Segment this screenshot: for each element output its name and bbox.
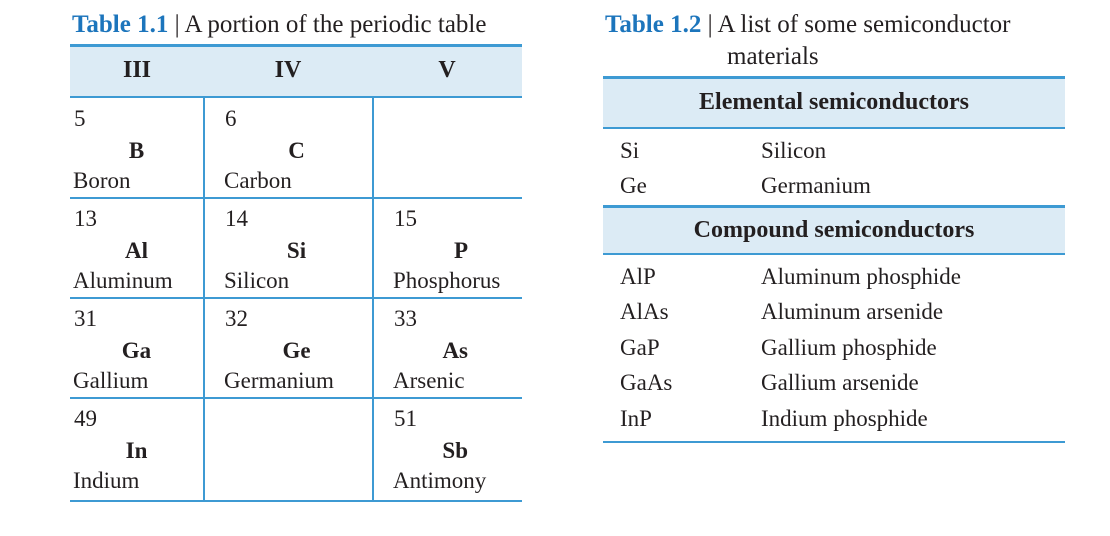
element-symbol: Ge — [282, 338, 311, 363]
element-cell-silicon — [221, 200, 372, 300]
table-row — [603, 404, 1065, 438]
atomic-number: 13 — [74, 206, 97, 231]
caption-separator: | — [174, 11, 180, 38]
element-cell-germanium — [221, 300, 372, 400]
element-cell-arsenic — [390, 300, 522, 400]
atomic-number: 33 — [394, 306, 417, 331]
element-cell-boron — [70, 100, 203, 200]
column-divider — [203, 98, 205, 502]
element-symbol: Si — [286, 238, 307, 263]
column-divider — [372, 98, 374, 502]
element-cell-antimony — [390, 400, 522, 500]
element-name: Carbon — [224, 168, 292, 193]
atomic-number: 5 — [74, 106, 86, 131]
table-1-2-label: Table 1.2 — [605, 11, 702, 38]
material-name: Gallium phosphide — [761, 335, 937, 360]
table-row — [603, 333, 1065, 367]
table-row — [603, 136, 1065, 170]
table-1-2-title-line-2: materials — [727, 43, 819, 70]
element-name: Indium — [73, 468, 140, 493]
element-cell-aluminum — [70, 200, 203, 300]
element-name: Arsenic — [393, 368, 465, 393]
table-row — [603, 171, 1065, 205]
material-name: Aluminum phosphide — [761, 264, 961, 289]
element-symbol: C — [288, 138, 305, 163]
atomic-number: 51 — [394, 406, 417, 431]
element-symbol: In — [125, 438, 148, 463]
periodic-table-portion — [70, 44, 522, 502]
table-bottom-rule — [70, 500, 522, 502]
material-formula: GaP — [620, 335, 660, 360]
material-name: Aluminum arsenide — [761, 299, 944, 324]
table-1-2-caption — [605, 10, 1011, 40]
column-header-group-iv: IV — [274, 57, 302, 83]
element-name: Boron — [73, 168, 131, 193]
table-header-band — [70, 47, 522, 96]
material-name: Silicon — [761, 138, 827, 163]
caption-separator: | — [707, 11, 713, 38]
atomic-number: 15 — [394, 206, 417, 231]
element-cell-empty — [221, 400, 372, 500]
atomic-number: 31 — [74, 306, 97, 331]
column-header-group-iii: III — [122, 57, 152, 83]
element-name: Germanium — [224, 368, 334, 393]
section-rule — [603, 253, 1065, 255]
material-formula: AlP — [620, 264, 656, 289]
material-formula: GaAs — [620, 370, 673, 395]
table-1-1-caption — [72, 10, 486, 40]
element-symbol: Al — [125, 238, 148, 263]
table-bottom-rule — [603, 441, 1065, 443]
material-formula: InP — [620, 406, 652, 431]
element-symbol: B — [128, 138, 145, 163]
element-symbol: Ga — [121, 338, 152, 363]
table-1-1-label: Table 1.1 — [72, 11, 169, 38]
section-rule — [603, 127, 1065, 129]
element-symbol: Sb — [442, 438, 468, 463]
section-title-elemental: Elemental semiconductors — [699, 89, 969, 115]
table-header-rule — [70, 96, 522, 98]
element-name: Gallium — [73, 368, 149, 393]
semiconductor-materials-table — [603, 76, 1065, 446]
atomic-number: 6 — [225, 106, 237, 131]
column-header-group-v: V — [438, 57, 456, 83]
element-name: Phosphorus — [393, 268, 501, 293]
element-cell-empty — [390, 100, 522, 200]
element-cell-phosphorus — [390, 200, 522, 300]
element-name: Antimony — [393, 468, 487, 493]
atomic-number: 49 — [74, 406, 97, 431]
element-name: Silicon — [224, 268, 290, 293]
table-1-1-title: A portion of the periodic table — [184, 11, 487, 38]
element-symbol: P — [453, 238, 468, 263]
material-name: Gallium arsenide — [761, 370, 919, 395]
table-row — [603, 262, 1065, 296]
material-name: Indium phosphide — [761, 406, 928, 431]
table-row — [603, 297, 1065, 331]
element-cell-gallium — [70, 300, 203, 400]
section-title-compound: Compound semiconductors — [693, 217, 975, 243]
material-name: Germanium — [761, 173, 871, 198]
element-cell-carbon — [221, 100, 372, 200]
atomic-number: 14 — [225, 206, 248, 231]
table-row — [603, 368, 1065, 402]
element-symbol: As — [442, 338, 468, 363]
atomic-number: 32 — [225, 306, 248, 331]
element-cell-indium — [70, 400, 203, 500]
material-formula: Ge — [620, 173, 647, 198]
element-name: Aluminum — [73, 268, 173, 293]
material-formula: AlAs — [620, 299, 669, 324]
material-formula: Si — [620, 138, 640, 163]
table-1-2-title-line-1: A list of some semiconductor — [717, 11, 1011, 38]
